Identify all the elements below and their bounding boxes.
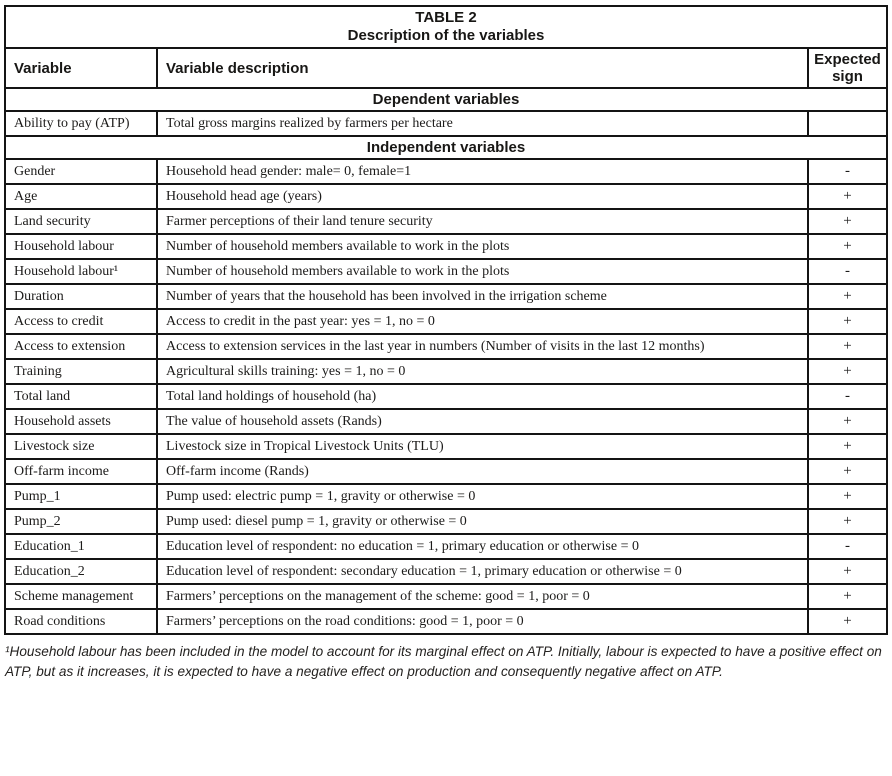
- column-header-description: Variable description: [157, 48, 808, 88]
- table-row: [5, 111, 887, 136]
- variable-description: Pump used: electric pump = 1, gravity or otherwise = 0: [157, 484, 808, 509]
- expected-sign: -: [808, 384, 887, 409]
- variable-description: Total land holdings of household (ha): [157, 384, 808, 409]
- table-row: [5, 359, 887, 384]
- variable-name: Pump_2: [5, 509, 157, 534]
- table-row: [5, 509, 887, 534]
- table-row: [5, 209, 887, 234]
- variable-name: Land security: [5, 209, 157, 234]
- expected-sign: +: [808, 234, 887, 259]
- section-header-independent: Independent variables: [5, 136, 887, 159]
- variable-description: Total gross margins realized by farmers per hectare: [157, 111, 808, 136]
- expected-sign: +: [808, 309, 887, 334]
- variable-name: Scheme management: [5, 584, 157, 609]
- variable-description: Number of household members available to work in the plots: [157, 259, 808, 284]
- table-number: TABLE 2: [415, 9, 477, 26]
- section-header-row: [5, 136, 887, 159]
- table-row: [5, 484, 887, 509]
- variable-description: The value of household assets (Rands): [157, 409, 808, 434]
- variable-description: Pump used: diesel pump = 1, gravity or otherwise = 0: [157, 509, 808, 534]
- variable-name: Duration: [5, 284, 157, 309]
- variable-description: Farmer perceptions of their land tenure security: [157, 209, 808, 234]
- variable-description: Agricultural skills training: yes = 1, no = 0: [157, 359, 808, 384]
- expected-sign: +: [808, 434, 887, 459]
- variable-description: Access to extension services in the last year in numbers (Number of visits in the last 12 months): [157, 334, 808, 359]
- table-row: [5, 609, 887, 634]
- table-row: [5, 184, 887, 209]
- table-row: [5, 234, 887, 259]
- table-row: [5, 409, 887, 434]
- variable-name: Off-farm income: [5, 459, 157, 484]
- table-row: [5, 159, 887, 184]
- variable-name: Education_2: [5, 559, 157, 584]
- column-header-variable: Variable: [5, 48, 157, 88]
- table-footnote: ¹Household labour has been included in the model to account for its marginal effect on ATP. Initially, labour is expected to have a positive effect on ATP, but as it increases, it is expected to have a negative effect on production and consequently negative affect on ATP.: [5, 644, 882, 679]
- variable-name: Gender: [5, 159, 157, 184]
- variable-description: Farmers’ perceptions on the management of the scheme: good = 1, poor = 0: [157, 584, 808, 609]
- expected-sign: +: [808, 409, 887, 434]
- table-caption: Description of the variables: [347, 27, 545, 44]
- table-row: [5, 384, 887, 409]
- expected-sign: +: [808, 559, 887, 584]
- column-header-row: [5, 48, 887, 88]
- variable-description: Education level of respondent: secondary education = 1, primary education or otherwise = 0: [157, 559, 808, 584]
- variable-name: Education_1: [5, 534, 157, 559]
- table-row: [5, 309, 887, 334]
- table-row: [5, 334, 887, 359]
- section-header-row: [5, 88, 887, 111]
- variable-name: Household assets: [5, 409, 157, 434]
- variables-table: [4, 5, 888, 635]
- table-row: [5, 259, 887, 284]
- expected-sign: -: [808, 159, 887, 184]
- variable-name: Household labour: [5, 234, 157, 259]
- table-row: [5, 434, 887, 459]
- expected-sign: +: [808, 459, 887, 484]
- table-row: [5, 584, 887, 609]
- variable-name: Ability to pay (ATP): [5, 111, 157, 136]
- variable-description: Number of household members available to work in the plots: [157, 234, 808, 259]
- expected-sign: +: [808, 284, 887, 309]
- expected-sign: +: [808, 184, 887, 209]
- variable-name: Household labour¹: [5, 259, 157, 284]
- expected-sign: +: [808, 509, 887, 534]
- table-title-row: [5, 6, 887, 48]
- variable-description: Household head gender: male= 0, female=1: [157, 159, 808, 184]
- variable-description: Farmers’ perceptions on the road conditions: good = 1, poor = 0: [157, 609, 808, 634]
- variable-name: Pump_1: [5, 484, 157, 509]
- expected-sign: [808, 111, 887, 136]
- variable-description: Off-farm income (Rands): [157, 459, 808, 484]
- table-row: [5, 459, 887, 484]
- variable-name: Total land: [5, 384, 157, 409]
- expected-sign: +: [808, 609, 887, 634]
- expected-sign: +: [808, 334, 887, 359]
- variable-name: Road conditions: [5, 609, 157, 634]
- expected-sign: -: [808, 259, 887, 284]
- variable-name: Access to extension: [5, 334, 157, 359]
- table-row: [5, 559, 887, 584]
- variable-description: Education level of respondent: no education = 1, primary education or otherwise = 0: [157, 534, 808, 559]
- table-row: [5, 284, 887, 309]
- section-header-dependent: Dependent variables: [5, 88, 887, 111]
- variable-description: Household head age (years): [157, 184, 808, 209]
- expected-sign: +: [808, 209, 887, 234]
- expected-sign: +: [808, 584, 887, 609]
- table-row: [5, 534, 887, 559]
- expected-sign: +: [808, 359, 887, 384]
- table-title: [5, 6, 887, 48]
- variable-name: Training: [5, 359, 157, 384]
- variable-name: Age: [5, 184, 157, 209]
- expected-sign: +: [808, 484, 887, 509]
- variable-description: Number of years that the household has been involved in the irrigation scheme: [157, 284, 808, 309]
- variable-name: Access to credit: [5, 309, 157, 334]
- expected-sign: -: [808, 534, 887, 559]
- variable-name: Livestock size: [5, 434, 157, 459]
- column-header-expected-sign: Expected sign: [808, 48, 887, 88]
- variable-description: Access to credit in the past year: yes = 1, no = 0: [157, 309, 808, 334]
- variable-description: Livestock size in Tropical Livestock Units (TLU): [157, 434, 808, 459]
